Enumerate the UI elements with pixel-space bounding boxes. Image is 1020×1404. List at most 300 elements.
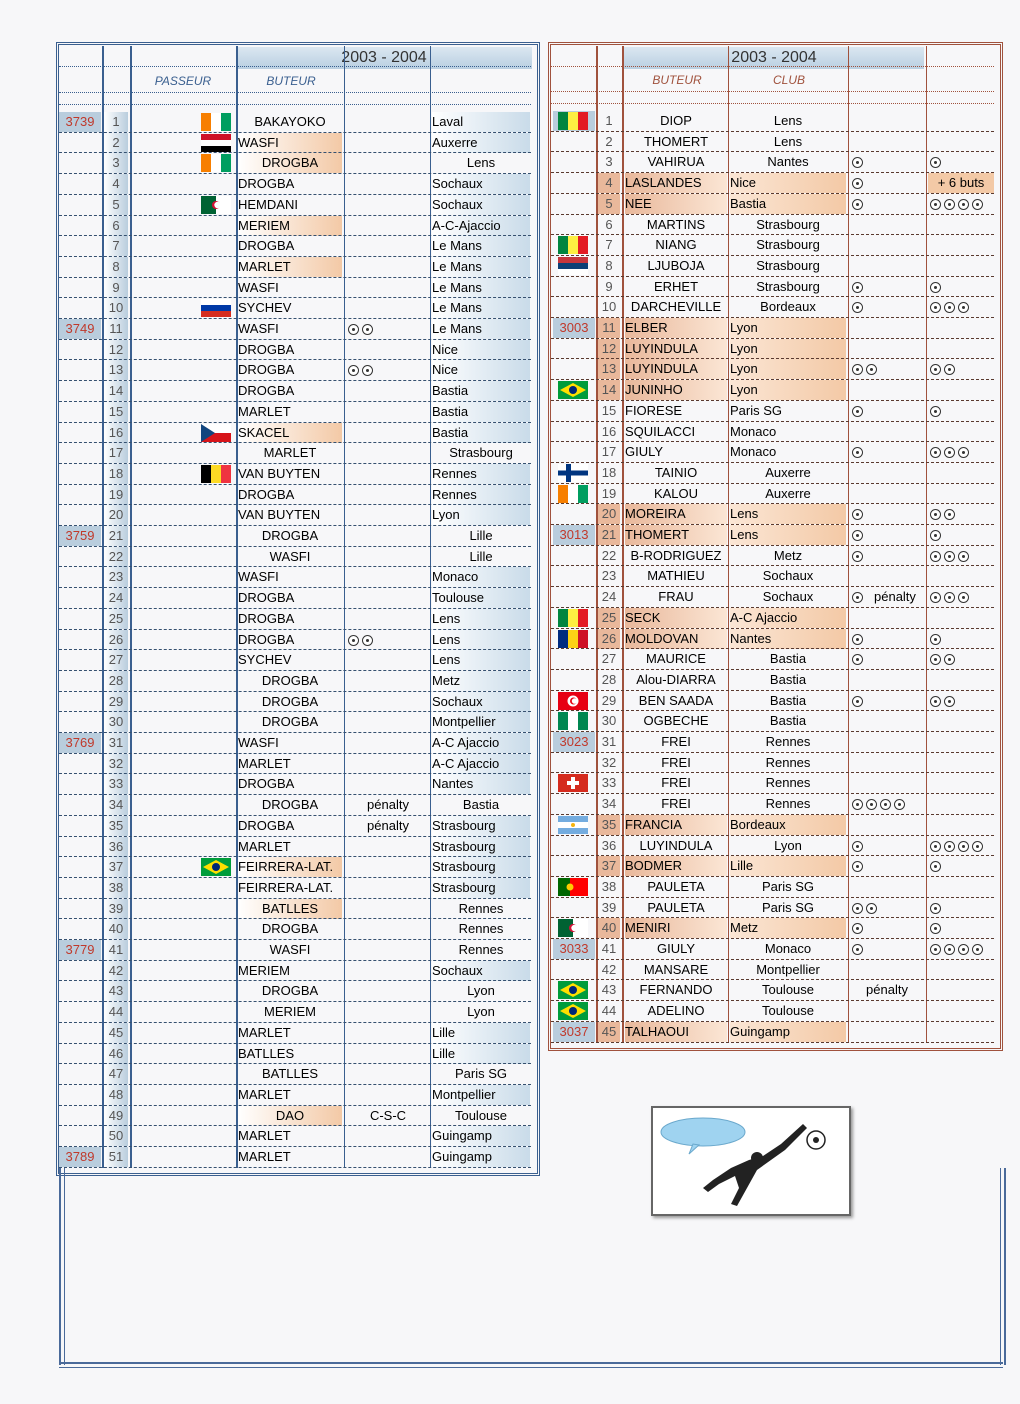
club-name: Bordeaux: [730, 815, 846, 835]
goals-indicator: [930, 918, 996, 938]
opponent-club: Le Mans: [432, 319, 530, 339]
scorer-name: MATHIEU: [647, 568, 705, 584]
goal-number: 44: [601, 1003, 617, 1019]
scorer-name: PAULETA: [647, 899, 705, 915]
table-row: [548, 297, 1003, 318]
football-icon: [930, 903, 941, 914]
table-row: [548, 525, 1003, 546]
table-row: [548, 691, 1003, 712]
football-icon: [852, 282, 863, 293]
scorer-name: MARLET: [238, 1086, 291, 1102]
scorer-name: THOMERT: [643, 133, 709, 149]
football-icon: [852, 364, 863, 375]
goal-number: 25: [598, 608, 620, 628]
football-icon: [930, 282, 941, 293]
table-row: [56, 1044, 540, 1065]
scorer-name: ELBER: [625, 318, 727, 338]
football-icon: [944, 841, 955, 852]
opponent-club: Le Mans: [432, 257, 530, 277]
goals-indicator: [930, 277, 996, 297]
scorer-name: MARLET: [238, 403, 291, 419]
goal-number: 34: [104, 795, 128, 815]
goals-indicator: [930, 629, 996, 649]
football-icon: [944, 447, 955, 458]
football-icon: [930, 841, 941, 852]
scorer-name: SYCHEV: [238, 300, 292, 316]
header-buteur: BUTEUR: [266, 74, 316, 88]
table-row: [548, 794, 1003, 815]
football-icon: [944, 654, 955, 665]
opponent-club: Guingamp: [432, 1126, 530, 1146]
table-row: [548, 960, 1003, 981]
football-icon: [852, 634, 863, 645]
goal-number: 14: [598, 380, 620, 400]
table-row: [56, 360, 540, 381]
goal-number: 11: [104, 319, 128, 339]
scorer-name: DROGBA: [238, 238, 295, 254]
scorer-name: VAN BUYTEN: [238, 465, 321, 481]
romania-flag-icon: [556, 630, 590, 648]
table-row: [56, 298, 540, 319]
table-row: [548, 898, 1003, 919]
football-icon: [930, 364, 941, 375]
header-buteur: BUTEUR: [652, 73, 702, 87]
table-row: [56, 1126, 540, 1147]
club-name: Rennes: [765, 734, 811, 749]
club-name: Lille: [730, 856, 846, 876]
opponent-club: Lyon: [432, 505, 530, 525]
opponent-club: Strasbourg: [432, 816, 530, 836]
row-divider: [551, 1042, 994, 1043]
goal-number: 27: [601, 651, 617, 667]
table-row: [56, 712, 540, 733]
goals-indicator: [930, 546, 996, 566]
goal-number: 1: [605, 113, 613, 128]
club-name: Nice: [730, 173, 846, 193]
football-icon: [852, 696, 863, 707]
scorer-name: NEE: [625, 194, 727, 214]
club-name: Rennes: [765, 775, 811, 791]
scorer-name: WASFI: [238, 321, 279, 336]
scorer-name: MAURICE: [646, 651, 706, 667]
scorer-name: LJUBOJA: [647, 257, 705, 273]
scorer-name: FEIRRERA-LAT.: [238, 857, 342, 877]
table-row: [56, 650, 540, 671]
table-row: [56, 381, 540, 402]
table-row: [548, 711, 1003, 732]
football-icon: [852, 530, 863, 541]
club-name: Nantes: [767, 154, 809, 170]
table-row: [548, 649, 1003, 670]
scorer-name: GIULY: [625, 444, 664, 460]
scorer-name: MOREIRA: [625, 504, 727, 524]
header-divider: [551, 103, 994, 104]
table-row: [56, 567, 540, 588]
goal-number: 39: [601, 899, 617, 915]
football-icon: [958, 302, 969, 313]
goal-number: 16: [601, 423, 617, 439]
table-row: [56, 1002, 540, 1023]
table-row: [548, 773, 1003, 794]
goal-number: 6: [605, 216, 613, 232]
scorer-name: KALOU: [653, 485, 699, 501]
ivory-coast-flag-icon: [200, 113, 232, 131]
cumulative-count: 3023: [553, 732, 595, 752]
goal-number: 4: [598, 173, 620, 193]
goals-indicator: [852, 504, 924, 524]
table-row: [56, 630, 540, 651]
table-row: [548, 732, 1003, 753]
goal-number: 1: [104, 112, 128, 132]
club-name: Lyon: [730, 339, 846, 359]
table-row: [548, 877, 1003, 898]
scorer-name: ERHET: [653, 278, 699, 294]
opponent-club: Lens: [432, 609, 530, 629]
goals-indicator: [852, 152, 924, 172]
table-row: [548, 442, 1003, 463]
goal-number: 33: [601, 775, 617, 791]
goal-number: 11: [598, 318, 620, 338]
football-icon: [852, 406, 863, 417]
goal-number: 16: [104, 423, 128, 443]
goal-number: 8: [104, 257, 128, 277]
scorer-name: THOMERT: [625, 525, 727, 545]
table-row: [548, 152, 1003, 173]
football-icon: [972, 944, 983, 955]
goal-number: 12: [598, 339, 620, 359]
football-icon: [852, 841, 863, 852]
scorer-name: DROGBA: [238, 631, 295, 647]
header-divider: [59, 66, 531, 67]
opponent-club: A-C-Ajaccio: [432, 216, 530, 236]
frame-left-edge: [59, 1168, 65, 1365]
club-name: Auxerre: [765, 464, 811, 480]
football-icon: [894, 799, 905, 810]
scorer-name: ADELINO: [647, 1003, 705, 1019]
table-row: [548, 856, 1003, 877]
scorer-name: DROGBA: [238, 341, 295, 357]
club-name: Strasbourg: [756, 257, 820, 273]
football-icon: [930, 551, 941, 562]
goal-number: 15: [601, 402, 617, 418]
cumulative-count: 3037: [553, 1022, 595, 1042]
cumulative-count: 3003: [553, 318, 595, 338]
club-name: Bastia: [769, 692, 807, 708]
club-name: Metz: [730, 918, 846, 938]
club-name: Paris SG: [761, 878, 814, 894]
goal-number: 22: [601, 547, 617, 563]
club-name: Guingamp: [730, 1022, 846, 1042]
scorer-name: DARCHEVILLE: [630, 299, 722, 315]
brazil-flag-icon: [556, 381, 590, 399]
scorer-name: MARLET: [238, 838, 291, 854]
club-name: Sochaux: [762, 568, 814, 584]
ivory-coast-flag-icon: [556, 485, 590, 503]
club-name: Toulouse: [761, 1003, 815, 1019]
table-row: [548, 256, 1003, 277]
goal-number: 25: [104, 609, 128, 629]
football-icon: [958, 551, 969, 562]
cumulative-count: 3749: [59, 319, 101, 339]
goal-number: 39: [104, 899, 128, 919]
goal-number: 36: [104, 837, 128, 857]
club-name: Bastia: [730, 194, 846, 214]
portugal-flag-icon: [556, 878, 590, 896]
table-row: [56, 319, 540, 340]
scorer-name: BEN SAADA: [638, 692, 714, 708]
goal-number: 13: [104, 360, 128, 380]
scorer-name: MARLET: [238, 1024, 291, 1040]
club-name: Monaco: [764, 941, 812, 956]
senegal-flag-icon: [556, 609, 590, 627]
table-row: [56, 257, 540, 278]
club-name: Monaco: [730, 423, 777, 439]
club-name: Auxerre: [765, 485, 811, 501]
table-row: [56, 795, 540, 816]
opponent-club: Monaco: [432, 567, 530, 587]
scorer-name: MARLET: [238, 257, 342, 277]
goal-number: 28: [601, 671, 617, 687]
goal-number: 40: [104, 919, 128, 939]
scorer-name: BAKAYOKO: [254, 114, 326, 129]
club-name: Strasbourg: [756, 237, 820, 253]
left-table-panel: [56, 42, 540, 1176]
header-divider: [59, 104, 531, 105]
serbia-flag-icon: [556, 257, 590, 275]
scorer-name: BATLLES: [261, 1066, 319, 1082]
opponent-club: Strasbourg: [432, 837, 530, 857]
goals-indicator: [930, 359, 996, 379]
season-title: 2003 - 2004: [341, 49, 427, 66]
opponent-club: Bastia: [432, 381, 530, 401]
football-icon: [866, 364, 877, 375]
football-icon: [930, 861, 941, 872]
football-icon: [972, 199, 983, 210]
table-row: [548, 132, 1003, 153]
goal-number: 7: [104, 236, 128, 256]
goal-number: 26: [104, 630, 128, 650]
table-row: [56, 547, 540, 568]
scorer-name: FREI: [661, 775, 691, 791]
goals-indicator: [930, 939, 996, 959]
goals-indicator: [852, 898, 924, 918]
table-row: [56, 464, 540, 485]
table-row: [56, 671, 540, 692]
football-icon: [852, 592, 863, 603]
table-row: [548, 277, 1003, 298]
scorer-name: SQUILACCI: [625, 423, 696, 439]
argentina-flag-icon: [556, 816, 590, 834]
goal-number: 19: [104, 485, 128, 505]
club-name: Strasbourg: [756, 216, 820, 232]
goals-indicator: [930, 836, 996, 856]
opponent-club: Lille: [469, 548, 493, 564]
table-row: [56, 774, 540, 795]
opponent-club: Strasbourg: [432, 857, 530, 877]
club-name: Lens: [773, 133, 803, 149]
opponent-club: Lyon: [467, 983, 495, 999]
goal-number: 45: [104, 1023, 128, 1043]
goal-note: pénalty: [866, 982, 908, 998]
table-row: [56, 1064, 540, 1085]
football-icon: [807, 1131, 825, 1149]
opponent-club: Paris SG: [454, 1066, 507, 1082]
table-row: [56, 485, 540, 506]
table-row: [548, 504, 1003, 525]
goals-indicator: [852, 856, 924, 876]
goal-number: 47: [104, 1064, 128, 1084]
opponent-club: Lille: [469, 528, 493, 543]
cumulative-count: 3769: [59, 733, 101, 753]
football-icon: [852, 944, 863, 955]
scorer-name: DROGBA: [238, 486, 295, 502]
scorer-name: DIOP: [660, 113, 692, 128]
football-icon: [930, 509, 941, 520]
table-row: [548, 380, 1003, 401]
club-name: Toulouse: [761, 982, 815, 998]
football-icon: [852, 923, 863, 934]
goals-indicator: [852, 836, 924, 856]
football-icon: [362, 365, 373, 376]
football-icon: [866, 903, 877, 914]
goals-indicator: [930, 587, 996, 607]
header-passeur: PASSEUR: [154, 74, 212, 88]
football-icon: [362, 324, 373, 335]
opponent-club: Lille: [432, 1044, 530, 1064]
football-icon: [852, 302, 863, 313]
opponent-club: Lens: [466, 155, 496, 171]
cumulative-count: 3739: [59, 112, 101, 132]
scorer-name: WASFI: [238, 735, 279, 750]
goal-number: 4: [104, 174, 128, 194]
goals-indicator: [930, 856, 996, 876]
opponent-club: Lille: [432, 1023, 530, 1043]
goal-number: 8: [605, 257, 613, 273]
goal-number: 5: [104, 195, 128, 215]
club-name: Bastia: [769, 651, 807, 667]
goal-number: 2: [104, 133, 128, 153]
table-row: [56, 526, 540, 547]
club-name: Lyon: [730, 318, 846, 338]
scorer-name: NIANG: [655, 237, 697, 253]
club-name: Lyon: [730, 359, 846, 379]
club-name: A-C Ajaccio: [730, 608, 846, 628]
scorer-name: FEIRRERA-LAT.: [238, 879, 334, 895]
table-row: [548, 587, 1003, 608]
football-icon: [866, 799, 877, 810]
table-row: [548, 566, 1003, 587]
goal-number: 35: [104, 816, 128, 836]
goal-number: 33: [104, 774, 128, 794]
club-name: Nantes: [730, 629, 846, 649]
football-icon: [852, 199, 863, 210]
goal-number: 10: [104, 298, 128, 318]
scorer-name: DROGBA: [238, 153, 342, 173]
table-row: [56, 588, 540, 609]
goal-number: 44: [104, 1002, 128, 1022]
football-icon: [930, 199, 941, 210]
table-row: [56, 402, 540, 423]
club-name: Montpellier: [756, 961, 820, 977]
goal-number: 29: [601, 692, 617, 708]
opponent-club: Laval: [432, 112, 530, 132]
football-icon: [852, 799, 863, 810]
opponent-club: Sochaux: [432, 692, 530, 712]
switzerland-flag-icon: [556, 774, 590, 792]
header-club: CLUB: [772, 73, 805, 87]
football-icon: [930, 157, 941, 168]
opponent-club: Bastia: [432, 402, 530, 422]
opponent-club: Auxerre: [432, 133, 530, 153]
table-row: [56, 195, 540, 216]
goal-number: 12: [104, 340, 128, 360]
opponent-club: Bastia: [462, 797, 500, 813]
club-name: Bordeaux: [760, 299, 816, 315]
table-row: [548, 918, 1003, 939]
goal-number: 5: [598, 194, 620, 214]
table-row: [56, 899, 540, 920]
goal-number: 21: [104, 526, 128, 546]
table-row: [56, 981, 540, 1002]
goal-number: 31: [104, 733, 128, 753]
scorer-name: FRAU: [658, 589, 694, 605]
goal-number: 29: [104, 692, 128, 712]
goal-number: 40: [598, 918, 620, 938]
table-row: [548, 939, 1003, 960]
table-row: [56, 940, 540, 961]
goal-number: 19: [601, 485, 617, 501]
football-icon: [930, 696, 941, 707]
bottom-frame: [59, 1362, 1003, 1368]
opponent-club: Toulouse: [432, 588, 530, 608]
scorer-name: FRANCIA: [625, 815, 727, 835]
goals-indicator: [852, 649, 924, 669]
brazil-flag-icon: [200, 858, 232, 876]
scorer-name: LASLANDES: [625, 173, 727, 193]
goal-number: 2: [605, 133, 613, 149]
scorer-name: FREI: [661, 796, 691, 812]
scorer-name: FERNANDO: [639, 982, 713, 998]
scorer-name: FIORESE: [625, 402, 683, 418]
scorer-name: DROGBA: [238, 817, 295, 833]
opponent-club: Rennes: [458, 942, 504, 957]
goal-number: 38: [601, 878, 617, 894]
opponent-club: Le Mans: [432, 236, 530, 256]
football-icon: [958, 447, 969, 458]
goals-indicator: [930, 649, 996, 669]
opponent-club: Nice: [432, 360, 530, 380]
club-name: Paris SG: [730, 402, 783, 418]
opponent-club: A-C Ajaccio: [432, 733, 530, 753]
goal-number: 23: [601, 568, 617, 584]
scorer-name: MERIEM: [238, 216, 342, 236]
table-row: [56, 754, 540, 775]
scorer-name: BODMER: [625, 856, 727, 876]
goal-note: C-S-C: [369, 1107, 407, 1123]
scorer-name: DROGBA: [238, 176, 295, 192]
scorer-name: VAN BUYTEN: [238, 507, 321, 523]
football-icon: [348, 324, 359, 335]
goals-indicator: [930, 504, 996, 524]
goal-number: 32: [601, 754, 617, 770]
scorer-name: MARLET: [238, 1128, 291, 1144]
table-row: [548, 484, 1003, 505]
scorer-name: OGBECHE: [643, 713, 709, 729]
football-icon: [348, 635, 359, 646]
table-row: [56, 919, 540, 940]
opponent-club: Rennes: [432, 485, 530, 505]
football-icon: [958, 841, 969, 852]
